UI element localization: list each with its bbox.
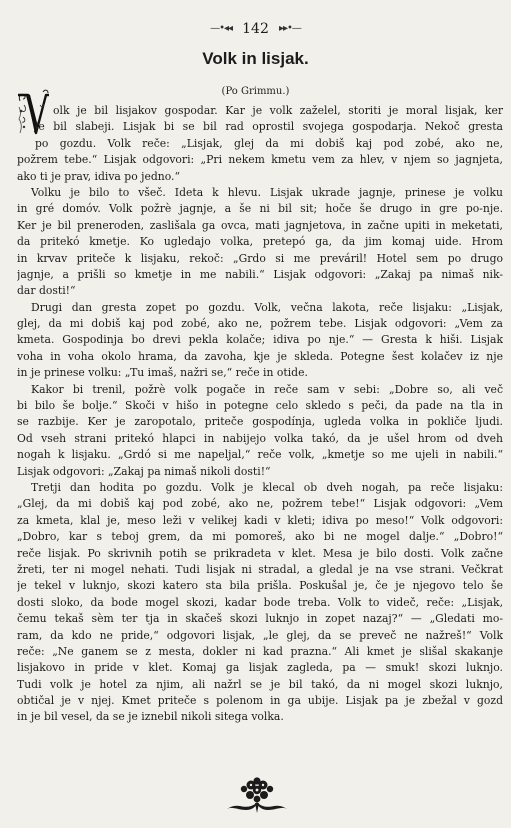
text-line: dosti sloko, da bode mogel skozi, kadar bode treba. Volk to videč, reče: „Lisjak, xyxy=(17,595,503,609)
text-line: Lisjak odgovori: „Zakaj pa nimaš nikoli dosti!“ xyxy=(17,464,271,478)
text-line: čemu tekaš sèm ter tja in skačeš skozi luknjo in zopet nazaj?“ — „Gledati mo- xyxy=(17,612,503,626)
text-line: se razbije. Ker je zaropotalo, priteče gospodínja, ugleda volka in pokliče ljudi. xyxy=(17,415,503,429)
text-line: nogah k lisjaku. „Grdó si me napeljal,“ reče volk, „kmetje so me ujeli in nabili.“ xyxy=(17,448,503,462)
text-line: jagnje, a prišli so kmetje in me nabili.“ Lisjak odgovori: „Zakaj pa nimaš nik- xyxy=(17,267,503,281)
text-line: žreti, ter ni mogel nehati. Tudi lisjak ni stradal, a gledal je na vse strani. Večkrat xyxy=(17,562,503,576)
text-line: „Dobro, kar s teboj grem, da mi pomoreš, ako bi ne mogel dalje.“ „Dobro!“ xyxy=(17,530,503,544)
text-line: in je prinese volku: „Tu imaš, nažri se,“ reče in otide. xyxy=(17,366,308,380)
text-line: da pritekó kmetje. Ko ugledajo volka, pretepó ga, da jim komaj uide. Hrom xyxy=(17,235,503,249)
text-line: Tudi volk je hotel za njim, ali nažrl se je bil takó, da ni mogel skozi luknjo, xyxy=(17,677,503,691)
header-ornament-right: ▸▸•— xyxy=(278,23,301,34)
text-line: reče lisjak. Po skrivnih potih se prikradeta v klet. Mesa je bilo dosti. Volk začne xyxy=(17,546,503,560)
text-line: „Glej, da mi dobiš kaj pod zobé, ako ne, požrem tebe!“ Lisjak odgovori: „Vem xyxy=(17,497,503,511)
text-line: ako ti je prav, idiva po jedno.“ xyxy=(17,169,180,183)
text-line: dar dosti!“ xyxy=(17,284,76,298)
page-number: 142 xyxy=(242,20,269,37)
text-line: obtičal je v njej. Kmet priteče s polenom in ga ubije. Lisjak pa je zbežal v gozd xyxy=(17,694,503,708)
text-line: in je bil vesel, da se je iznebil nikoli sitega volka. xyxy=(17,710,284,724)
text-line: olk je bil lisjakov gospodar. Kar je volk zaželel, storiti je moral lisjak, ker xyxy=(53,104,503,117)
text-line: po gozdu. Volk reče: „Lisjak, glej da mi dobiš kaj pod zobé, ako ne, xyxy=(35,136,503,150)
text-line: Ker je bil preneroden, zaslišala ga ovca, mati jagnjetova, in začne upiti in meketati, xyxy=(17,218,503,232)
decorative-fleuron xyxy=(224,776,290,814)
text-line: Drugi dan gresta zopet po gozdu. Volk, večna lakota, reče lisjaku: „Lisjak, xyxy=(31,300,503,314)
text-line: za kmeta, klal je, meso leži v velikej kadi v kleti; idiva po meso!“ Volk odgovori: xyxy=(17,513,503,527)
text-line: Kakor bi trenil, požrè volk pogače in reče sam v sebi: „Dobre so, ali več xyxy=(31,382,503,396)
text-line: je tekel v luknjo, skozi katero sta bila prišla. Poskušal je, če je njegovo telo še xyxy=(17,579,503,593)
text-line: voha in voha okolo hrama, da zavoha, kje je skleda. Potegne šest kolačev iz nje xyxy=(17,349,503,363)
story-text xyxy=(17,103,503,726)
story-subtitle: (Po Grimmu.) xyxy=(221,86,290,97)
text-line: kmeta. Gospodinja bo drevi pekla kolače; idiva po nje.“ — Gresta k hiši. Lisjak xyxy=(17,333,503,347)
text-line: bi bilo še bolje.“ Skoči v hišo in potegne celo skledo s peči, da pade na tla in xyxy=(17,399,503,413)
page-header xyxy=(0,18,511,38)
text-line: požrem tebe.“ Lisjak odgovori: „Pri nekem kmetu vem za hlev, v njem so jagnjeta, xyxy=(17,153,503,167)
text-line: Volku je bilo to všeč. Ideta k hlevu. Lisjak ukrade jagnje, prinese je volku xyxy=(31,185,503,199)
text-line: ram, da kdo ne pride,“ odgovori lisjak, „le glej, da se preveč ne nažreš!“ Volk xyxy=(17,628,503,642)
text-line: je bil slabeji. Lisjak bi se bil rad oprostil svojega gospodarja. Nekoč gresta xyxy=(35,120,503,134)
text-line: in krvav priteče k lisjaku, rekoč: „Grdo si me preváril! Hotel sem po drugo xyxy=(17,251,503,265)
text-line: glej, da mi dobiš kaj pod zobé, ako ne, požrem tebe. Lisjak odgovori: „Vem za xyxy=(17,317,503,331)
header-ornament-left: —•◂◂ xyxy=(210,23,233,34)
story-title: Volk in lisjak. xyxy=(202,49,309,68)
text-line: in gré domóv. Volk požrè jagnje, a še ni bil sit; hoče še drugo in gre po-nje. xyxy=(17,202,503,216)
text-line: Od vseh strani pritekó hlapci in nabijejo volka takó, da je ušel hrom od dveh xyxy=(17,431,503,445)
text-line: Tretji dan hodita po gozdu. Volk je klecal ob dveh nogah, pa reče lisjaku: xyxy=(31,480,503,494)
text-line: reče: „Ne ganem se z mesta, dokler ni kad prazna.“ Ali kmet je slišal skakanje xyxy=(17,644,503,658)
text-line: lisjakovo in pride v klet. Komaj ga lisjak zagleda, pa — smuk! skozi luknjo. xyxy=(17,661,503,675)
